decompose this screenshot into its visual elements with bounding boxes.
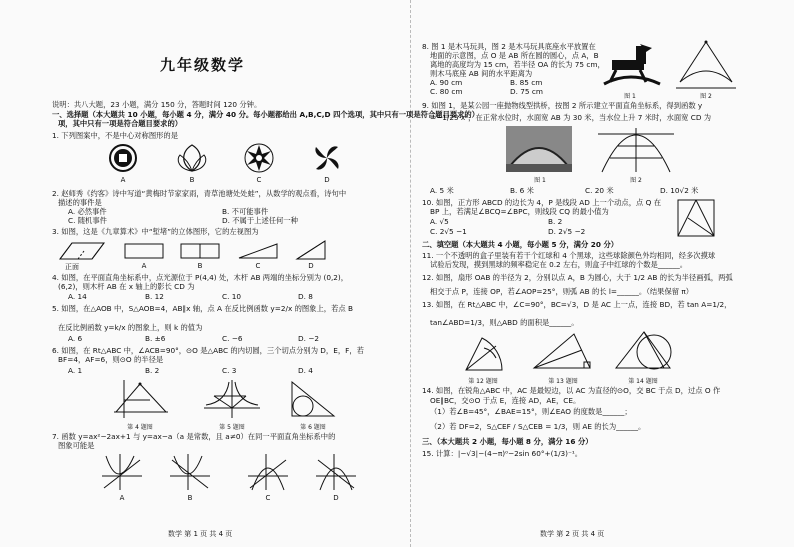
fig12-caption: 第 12 题图 bbox=[468, 378, 498, 385]
q7-text-line1: 7. 函数 y=ax²−2ax+1 与 y=ax−a（a 是常数，且 a≠0）在同一平面直角坐标系中的 bbox=[52, 432, 336, 441]
section3-header: 三、（本大题共 2 小题，每小题 8 分，满分 16 分） bbox=[422, 437, 593, 446]
q1-option-b: B bbox=[189, 176, 195, 184]
q9-text-line1: 9. 如图 1，是某公园一座抛物线型拱桥，按图 2 所示建立平面直角坐标系，得到函数 y bbox=[422, 101, 703, 110]
q10-option-c: C. 2√5 −1 bbox=[430, 227, 467, 236]
q10-square-figure bbox=[676, 198, 718, 238]
q3-option-d: D bbox=[308, 262, 314, 270]
q9-option-c: C. 20 米 bbox=[585, 186, 614, 195]
q9-option-d: D. 10√2 米 bbox=[660, 186, 699, 195]
q2-option-a: A. 必然事件 bbox=[68, 207, 107, 216]
q5-figure bbox=[202, 378, 262, 420]
q8-option-a: A. 90 cm bbox=[430, 78, 463, 87]
q5-option-b: B. ±6 bbox=[145, 334, 166, 343]
left-page-footer: 数学 第 1 页 共 4 页 bbox=[168, 530, 233, 538]
q9-bridge-photo bbox=[506, 126, 572, 172]
q4-text-line1: 4. 如图，在平面直角坐标系中，点光源位于 P(4,4) 处，木杆 AB 两端的坐标分别为 (0,2)， bbox=[52, 273, 349, 282]
q6-option-c: C. 3 bbox=[222, 366, 237, 375]
q3-option-d-figure bbox=[296, 240, 326, 260]
q3-option-b-figure bbox=[180, 243, 220, 259]
q1-option-c: C bbox=[256, 176, 262, 184]
q3-option-c-figure bbox=[238, 243, 278, 259]
q10-option-d: D. 2√5 −2 bbox=[548, 227, 586, 236]
q8-text-line1: 8. 图 1 是木马玩具，图 2 是木马玩具底座水平放置在 bbox=[422, 42, 596, 51]
section2-header: 二、填空题（本大题共 4 小题，每小题 5 分，满分 20 分） bbox=[422, 240, 619, 249]
q10-option-b: B. 2 bbox=[548, 217, 563, 226]
q4-option-d: D. 8 bbox=[298, 292, 313, 301]
q2-option-b: B. 不可能事件 bbox=[222, 207, 269, 216]
q1-figure-c bbox=[244, 143, 274, 173]
q8-text-line3: 离地的高度均为 15 cm，若半径 OA 的长为 75 cm， bbox=[430, 60, 605, 69]
q3-option-b: B bbox=[197, 262, 203, 270]
q8-text-line4: 则木马底座 AB 间的水平距离为 bbox=[430, 69, 533, 78]
q8-option-c: C. 80 cm bbox=[430, 87, 463, 96]
instructions: 说明：共八大题，23 小题，满分 150 分，答题时间 120 分钟。 bbox=[52, 100, 262, 109]
q8-fig1-caption: 图 1 bbox=[624, 93, 636, 100]
q7-graph-c bbox=[246, 452, 290, 492]
fig6-caption: 第 6 题图 bbox=[300, 424, 326, 431]
fig14-caption: 第 14 题图 bbox=[628, 378, 658, 385]
q14-text-line1: 14. 如图，在锐角△ABC 中，AC 是最短边，以 AC 为直径的⊙O，交 BC 于点 D，过点 O 作 bbox=[422, 386, 721, 395]
q7-text-line2: 图象可能是 bbox=[58, 441, 95, 450]
q7-graph-a bbox=[100, 452, 144, 492]
q1-figure-b bbox=[176, 143, 208, 173]
q11-text-line2: 试验后发现，摸到黑球的频率稳定在 0.2 左右，则盒子中红球的个数是______。 bbox=[430, 260, 688, 269]
q5-option-c: C. −6 bbox=[222, 334, 243, 343]
q9-text-line2: =−1/25 x²，在正常水位时，水面宽 AB 为 30 米，当水位上升 7 米时，水面宽 CD 为 bbox=[430, 113, 712, 122]
q8-option-b: B. 85 cm bbox=[510, 78, 543, 87]
fig5-caption: 第 5 题图 bbox=[219, 424, 245, 431]
q14-part1: （1）若∠B=45°，∠BAE=15°，则∠EAO 的度数是______； bbox=[430, 407, 632, 416]
q3-front-label: 正面 bbox=[65, 263, 79, 271]
q7-option-d: D bbox=[333, 494, 339, 502]
fig13-caption: 第 13 题图 bbox=[548, 378, 578, 385]
q15-text: 15. 计算：|−√3|−(4−π)⁰−2sin 60°+(1/3)⁻¹。 bbox=[422, 449, 583, 458]
q9-option-b: B. 6 米 bbox=[510, 186, 534, 195]
q5-text-line1: 5. 如图，在△AOB 中，S△AOB=4，AB∥x 轴，点 A 在反比例函数 y=2/x 的图象上，若点 B bbox=[52, 304, 353, 313]
q3-option-a-figure bbox=[124, 243, 164, 259]
right-page-footer: 数学 第 2 页 共 4 页 bbox=[540, 530, 605, 538]
q3-text: 3. 如图，这是《九章算术》中“堑堵”的立体图形，它的左视图为 bbox=[52, 227, 259, 236]
q10-text-line2: BP 上，若满足∠BCQ=∠BPC，则线段 CQ 的最小值为 bbox=[430, 207, 609, 216]
q2-text-line1: 2. 赵师秀《约客》诗中写道“黄梅时节家家雨，青草池塘处处蛙”，从数学的观点看，诗句中 bbox=[52, 189, 347, 198]
q11-text-line1: 11. 一个不透明的盒子里装有若干个红球和 4 个黑球，这些球除颜色外均相同，经多次摸球 bbox=[422, 251, 716, 260]
q5-text-line2: 在反比例函数 y=k/x 的图象上，则 k 的值为 bbox=[58, 323, 203, 332]
q1-figure-d bbox=[312, 143, 342, 173]
q9-fig2-caption: 图 2 bbox=[630, 177, 642, 184]
q8-option-d: D. 75 cm bbox=[510, 87, 543, 96]
q8-fig2-caption: 图 2 bbox=[700, 93, 712, 100]
q6-option-a: A. 1 bbox=[68, 366, 83, 375]
q8-arc-figure bbox=[676, 40, 736, 90]
q3-option-a: A bbox=[141, 262, 147, 270]
q12-text-line2: 相交于点 P，连接 OP，若∠AOP=25°，则弧 AB 的长 l=______。（结果保留 π） bbox=[430, 287, 694, 296]
q9-parabola-figure bbox=[596, 126, 676, 174]
q1-option-d: D bbox=[324, 176, 330, 184]
q1-option-a: A bbox=[120, 176, 126, 184]
q13-text-line2: tan∠ABD=1/3，则△ABD 的面积是______。 bbox=[430, 318, 579, 327]
fig4-caption: 第 4 题图 bbox=[127, 424, 153, 431]
q7-option-c: C bbox=[265, 494, 271, 502]
q1-text: 1. 下列图案中，不是中心对称图形的是 bbox=[52, 131, 179, 140]
q4-text-line2: (6,2)，则木杆 AB 在 x 轴上的影长 CD 为 bbox=[58, 282, 195, 291]
q5-option-a: A. 6 bbox=[68, 334, 83, 343]
q7-graph-b bbox=[168, 452, 212, 492]
q6-text-line2: BF=4，AF=6，则⊙O 的半径是 bbox=[58, 355, 164, 364]
section1-header: 一、选择题（本大题共 10 小题，每小题 4 分，满分 40 分。每小题都给出 A,B,C,D 四个选项，其中只有一项是符合题目要求的） bbox=[52, 110, 480, 119]
q3-solid-figure bbox=[58, 239, 106, 261]
q14-part2: （2）若 DF=2，S△CEF / S△CEB = 1/3，则 AE 的长为______。 bbox=[430, 422, 646, 431]
q14-circle-figure bbox=[612, 328, 672, 372]
q4-option-b: B. 12 bbox=[145, 292, 164, 301]
q5-option-d: D. −2 bbox=[298, 334, 320, 343]
q2-text-line2: 描述的事件是 bbox=[58, 198, 102, 207]
q12-sector-figure bbox=[462, 332, 506, 372]
q8-rocking-horse-figure bbox=[596, 40, 662, 90]
q6-text-line1: 6. 如图，在 Rt△ABC 中，∠ACB=90°，⊙O 是△ABC 的内切圆，三个切点分别为 D，E，F，若 bbox=[52, 346, 364, 355]
q7-option-a: A bbox=[119, 494, 125, 502]
q6-option-b: B. 2 bbox=[145, 366, 160, 375]
q9-fig1-caption: 图 1 bbox=[534, 177, 546, 184]
q8-text-line2: 地面的示意图，点 O 是 AB 所在圆的圆心，点 A，B bbox=[430, 51, 599, 60]
page-title: 九年级数学 bbox=[160, 56, 246, 74]
q14-text-line2: OE∥BC，交⊙O 于点 E，连接 AD，AE，CE。 bbox=[430, 396, 581, 405]
q4-option-a: A. 14 bbox=[68, 292, 87, 301]
q6-option-d: D. 4 bbox=[298, 366, 313, 375]
q6-figure bbox=[288, 378, 338, 420]
q4-option-c: C. 10 bbox=[222, 292, 242, 301]
q2-option-c: C. 随机事件 bbox=[68, 216, 107, 225]
q12-text-line1: 12. 如图，扇形 OAB 的半径为 2，分别以点 A，B 为圆心，大于 1/2 AB 的长为半径画弧，两弧 bbox=[422, 273, 733, 282]
q13-text-line1: 13. 如图，在 Rt△ABC 中，∠C=90°，BC=√3，D 是 AC 上一点，连接 BD，若 tan A=1/2， bbox=[422, 300, 732, 309]
q7-graph-d bbox=[314, 452, 358, 492]
fold-line bbox=[410, 0, 411, 547]
section1-header-line2: 项，其中只有一项是符合题目要求的） bbox=[58, 119, 183, 128]
q9-option-a: A. 5 米 bbox=[430, 186, 454, 195]
q10-option-a: A. √5 bbox=[430, 217, 449, 226]
q13-triangle-figure bbox=[532, 332, 592, 372]
q2-option-d: D. 不属于上述任何一种 bbox=[222, 216, 298, 225]
q7-option-b: B bbox=[187, 494, 193, 502]
q1-figure-a bbox=[108, 143, 138, 173]
q4-figure bbox=[110, 378, 170, 420]
q10-text-line1: 10. 如图，正方形 ABCD 的边长为 4，P 是线段 AD 上一个动点，点 Q 在 bbox=[422, 198, 661, 207]
q3-option-c: C bbox=[255, 262, 261, 270]
